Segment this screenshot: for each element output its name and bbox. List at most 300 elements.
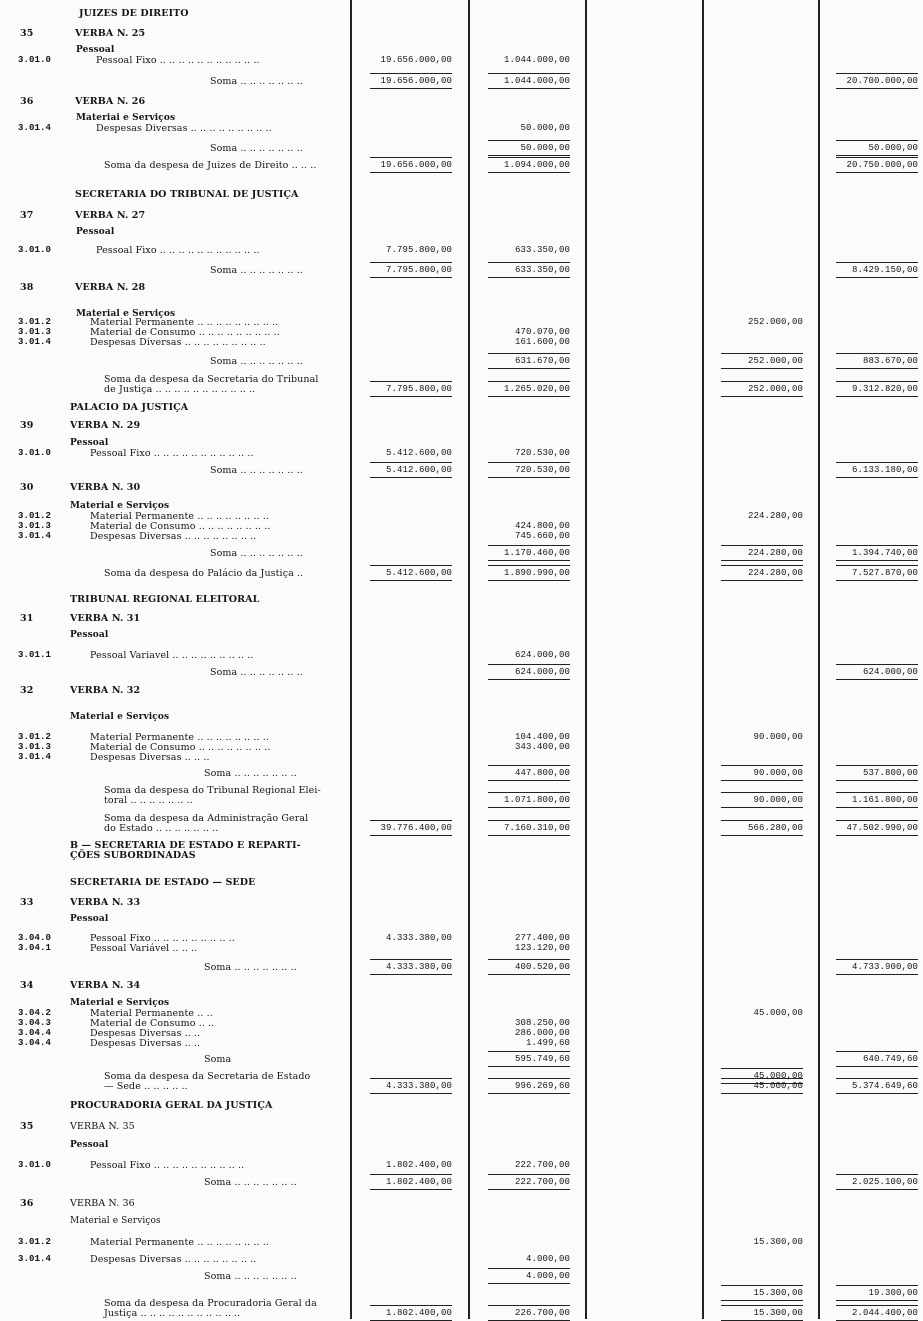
- tre-header: TRIBUNAL REGIONAL ELEITORAL: [70, 594, 260, 605]
- soma-c1: 7.795.800,00: [385, 265, 452, 275]
- account-code: 3.04.4: [18, 1038, 52, 1048]
- verba-29: VERBA N. 29: [70, 420, 141, 431]
- sum-rule: [370, 580, 452, 581]
- sum-rule: [488, 959, 570, 960]
- verba-number: 34: [20, 980, 34, 991]
- mat-serv-label: Material e Serviços: [76, 309, 176, 319]
- soma: Soma .. .. .. .. .. .. ..: [204, 768, 297, 779]
- pessoal-label: Pessoal: [70, 438, 109, 448]
- sum-rule: [836, 792, 918, 793]
- soma-despesa-cont-c5: 9.312.820,00: [851, 384, 918, 394]
- pessoal-variavel-c2: 123.120,00: [514, 943, 570, 953]
- verba-35: VERBA N. 35: [70, 1121, 135, 1132]
- soma-admin-cont-c2: 7.160.310,00: [503, 823, 570, 833]
- desp-diversas: Despesas Diversas .. .. ..: [90, 752, 210, 763]
- sum-rule: [488, 1305, 570, 1306]
- pessoal-fixo-c2: 633.350,00: [514, 245, 570, 255]
- sum-rule: [488, 565, 570, 566]
- sum-rule: [721, 835, 803, 836]
- pessoal-fixo-c1: 1.802.400,00: [385, 1160, 452, 1170]
- soma-despesa-cont-c2: 1.071.800,00: [503, 795, 570, 805]
- pessoal-fixo-c1: 7.795.800,00: [385, 245, 452, 255]
- sum-rule: [721, 565, 803, 566]
- account-code: 3.04.2: [18, 1008, 52, 1018]
- verba-number: 36: [20, 96, 34, 107]
- pessoal-label: Pessoal: [70, 630, 109, 640]
- mat-permanente-c4: 15.300,00: [753, 1237, 803, 1247]
- soma-despesa-cont-c2: 996.269,60: [514, 1081, 570, 1091]
- soma-admin: Soma da despesa da Administração Geral: [104, 813, 309, 824]
- juizes-header: JUIZES DE DIREITO: [79, 8, 189, 19]
- sum-rule: [836, 974, 918, 975]
- account-code: 3.01.0: [18, 448, 52, 458]
- desp-diversas-c2: 745.660,00: [514, 531, 570, 541]
- sum-rule: [488, 560, 570, 561]
- secretaria-header: SECRETARIA DO TRIBUNAL DE JUSTIÇA: [75, 189, 299, 200]
- soma-despesa-cont-c5: 1.161.800,00: [851, 795, 918, 805]
- soma-despesa-cont: — Sede .. .. .. .. ..: [104, 1081, 188, 1092]
- mat-permanente: Material Permanente .. ..: [90, 1008, 213, 1019]
- soma-c4: 90.000,00: [753, 768, 803, 778]
- pessoal-variavel-c2: 624.000,00: [514, 650, 570, 660]
- account-code: 3.04.3: [18, 1018, 52, 1028]
- sum-rule: [721, 368, 803, 369]
- sum-rule: [488, 664, 570, 665]
- soma-admin-cont: do Estado .. .. .. .. .. .. ..: [104, 823, 219, 834]
- soma-despesa-c1: 5.412.600,00: [385, 568, 452, 578]
- sum-rule: [488, 277, 570, 278]
- sum-rule: [721, 807, 803, 808]
- column-rule: [468, 0, 470, 1319]
- pessoal-fixo-c1: 19.656.000,00: [380, 55, 452, 65]
- soma-despesa: Soma da despesa da Secretaria do Tribunal: [104, 374, 319, 385]
- mat-permanente-c4: 90.000,00: [753, 732, 803, 742]
- soma-despesa-cont-c1: 1.802.400,00: [385, 1308, 452, 1318]
- desp-diversas: Despesas Diversas .. .. .. .. .. .. .. .. ..: [90, 337, 266, 348]
- soma-c2: 50.000,00: [520, 143, 570, 153]
- mat-consumo-c2: 424.800,00: [514, 521, 570, 531]
- verba-31: VERBA N. 31: [70, 613, 141, 624]
- soma: Soma .. .. .. .. .. .. ..: [210, 265, 303, 276]
- sum-rule: [488, 1078, 570, 1079]
- pessoal-variavel: Pessoal Variável .. .. ..: [90, 943, 198, 954]
- sum-rule: [836, 664, 918, 665]
- sum-rule: [488, 580, 570, 581]
- soma-despesa: Soma da despesa da Secretaria de Estado: [104, 1071, 311, 1082]
- mat-consumo-c2: 308.250,00: [514, 1018, 570, 1028]
- sum-rule: [488, 155, 570, 156]
- soma-c1: 19.656.000,00: [380, 76, 452, 86]
- sum-rule: [488, 368, 570, 369]
- sum-rule: [836, 396, 918, 397]
- soma: Soma .. .. .. .. .. .. ..: [210, 76, 303, 87]
- soma-c2: 624.000,00: [514, 667, 570, 677]
- sum-rule: [370, 88, 452, 89]
- soma-despesa-cont-c2: 226.700,00: [514, 1308, 570, 1318]
- account-code: 3.01.1: [18, 650, 52, 660]
- mat-permanente-c4: 45.000,00: [753, 1008, 803, 1018]
- sum-rule: [721, 560, 803, 561]
- account-code: 3.01.4: [18, 1254, 52, 1264]
- soma-despesa-c4: 224.280,00: [747, 568, 803, 578]
- soma-c5: 50.000,00: [868, 143, 918, 153]
- account-code: 3.04.0: [18, 933, 52, 943]
- verba-number: 36: [20, 1198, 34, 1209]
- soma-c5: 20.700.000,00: [846, 76, 918, 86]
- sum-rule: [836, 959, 918, 960]
- account-code: 3.01.3: [18, 742, 52, 752]
- mat-consumo-c2: 343.400,00: [514, 742, 570, 752]
- verba-number: 31: [20, 613, 34, 624]
- sum-rule: [836, 1300, 918, 1301]
- soma-despesa: Soma da despesa de Juizes de Direito .. .. ..: [104, 160, 317, 171]
- sum-rule: [370, 1093, 452, 1094]
- desp-diversas-2: Despesas Diversas .. ..: [90, 1038, 201, 1049]
- verba-number: 35: [20, 28, 34, 39]
- soma-c5: 2.025.100,00: [851, 1177, 918, 1187]
- mat-serv-label: Materiai e Serviços: [76, 113, 176, 123]
- sum-rule: [370, 172, 452, 173]
- sum-rule: [721, 1093, 803, 1094]
- pessoal-fixo-c2: 277.400,00: [514, 933, 570, 943]
- soma-despesa-c5: 20.750.000,00: [846, 160, 918, 170]
- sum-rule: [370, 73, 452, 74]
- sum-rule: [488, 172, 570, 173]
- sum-rule: [721, 780, 803, 781]
- verba-36: VERBA N. 36: [70, 1198, 135, 1209]
- sum-rule: [836, 157, 918, 158]
- soma: Soma .. .. .. .. .. .. ..: [210, 465, 303, 476]
- soma-c2: 447.800,00: [514, 768, 570, 778]
- sum-rule: [488, 262, 570, 263]
- account-code: 3.01.4: [18, 123, 52, 133]
- account-code: 3.01.2: [18, 732, 52, 742]
- sum-rule: [488, 73, 570, 74]
- sede-header: SECRETARIA DE ESTADO — SEDE: [70, 877, 256, 888]
- soma-despesa-cont: Justiça .. .. .. .. .. .. .. .. .. .. ..: [104, 1308, 241, 1319]
- desp-diversas: Despesas Diversas .. .. .. .. .. .. .. .. ..: [96, 123, 272, 134]
- sum-rule: [721, 1068, 803, 1069]
- verba-30: VERBA N. 30: [70, 482, 141, 493]
- sum-rule: [836, 1189, 918, 1190]
- pessoal-fixo: Pessoal Fixo .. .. .. .. .. .. .. .. .. .. ..: [90, 448, 254, 459]
- sum-rule: [488, 462, 570, 463]
- account-code: 3.01.4: [18, 752, 52, 762]
- sum-rule: [488, 792, 570, 793]
- desp-diversas-c2: 4.000,00: [525, 1254, 570, 1264]
- sum-rule: [836, 780, 918, 781]
- sum-rule: [836, 1051, 918, 1052]
- verba-34: VERBA N. 34: [70, 980, 141, 991]
- mat-consumo: Material de Consumo .. ..: [90, 1018, 215, 1029]
- verba-number: 37: [20, 210, 34, 221]
- sum-rule: [836, 765, 918, 766]
- soma: Soma .. .. .. .. .. .. ..: [210, 548, 303, 559]
- soma-subtotal-c5: 19.300,00: [868, 1288, 918, 1298]
- sum-rule: [721, 545, 803, 546]
- soma-c2: 720.530,00: [514, 465, 570, 475]
- mat-permanente: Material Permanente .. .. .. .. .. .. .. ..: [90, 732, 270, 743]
- sum-rule: [370, 1078, 452, 1079]
- sum-rule: [370, 262, 452, 263]
- pessoal-fixo-c2: 1.044.000,00: [503, 55, 570, 65]
- sum-rule: [370, 820, 452, 821]
- pessoal-label: Pessoal: [70, 914, 109, 924]
- sum-rule: [721, 580, 803, 581]
- soma-c2: 595.749,60: [514, 1054, 570, 1064]
- soma-c2: 400.520,00: [514, 962, 570, 972]
- sum-rule: [488, 1189, 570, 1190]
- pessoal-fixo-c1: 4.333.380,00: [385, 933, 452, 943]
- soma-c5: 4.733.900,00: [851, 962, 918, 972]
- sum-rule: [370, 396, 452, 397]
- soma: Soma .. .. .. .. .. .. ..: [204, 962, 297, 973]
- soma-despesa-cont-c5: 2.044.400,00: [851, 1308, 918, 1318]
- verba-number: 38: [20, 282, 34, 293]
- account-code: 3.01.3: [18, 521, 52, 531]
- soma-despesa-c2: 1.890.990,00: [503, 568, 570, 578]
- soma-despesa: Soma da despesa do Tribunal Regional Elei-: [104, 785, 321, 796]
- mat-consumo-c2: 470.070,00: [514, 327, 570, 337]
- sum-rule: [370, 381, 452, 382]
- sum-rule: [836, 1285, 918, 1286]
- desp-diversas-c2: 286.000,00: [514, 1028, 570, 1038]
- sum-rule: [488, 820, 570, 821]
- sum-rule: [488, 765, 570, 766]
- soma-c5: 883.670,00: [862, 356, 918, 366]
- soma-despesa-cont-c4: 15.300,00: [753, 1308, 803, 1318]
- sum-rule: [836, 368, 918, 369]
- soma-despesa: Soma da despesa do Palácio da Justiça ..: [104, 568, 304, 579]
- sum-rule: [836, 565, 918, 566]
- sum-rule: [488, 1283, 570, 1284]
- sum-rule: [721, 1300, 803, 1301]
- account-code: 3.04.1: [18, 943, 52, 953]
- column-rule: [350, 0, 352, 1319]
- soma: Soma .. .. .. .. .. .. ..: [204, 1177, 297, 1188]
- soma: Soma .. .. .. .. .. .. ..: [210, 143, 303, 154]
- account-code: 3.01.2: [18, 317, 52, 327]
- sum-rule: [836, 73, 918, 74]
- mat-serv-label: Material e Serviços: [70, 501, 170, 511]
- soma-despesa-cont-c5: 5.374.649,60: [851, 1081, 918, 1091]
- sum-rule: [721, 381, 803, 382]
- sum-rule: [370, 835, 452, 836]
- sum-rule: [836, 1078, 918, 1079]
- soma-despesa-cont-c4: 90.000,00: [753, 795, 803, 805]
- sum-rule: [721, 1078, 803, 1079]
- soma-despesa-cont-c2: 1.265.020,00: [503, 384, 570, 394]
- sum-rule: [721, 396, 803, 397]
- sum-rule: [836, 88, 918, 89]
- soma-c2: 633.350,00: [514, 265, 570, 275]
- verba-27: VERBA N. 27: [75, 210, 146, 221]
- sum-rule: [836, 262, 918, 263]
- column-rule: [818, 0, 820, 1319]
- soma-subtotal-c4: 15.300,00: [753, 1288, 803, 1298]
- sum-rule: [370, 959, 452, 960]
- pessoal-fixo: Pessoal Fixo .. .. .. .. .. .. .. .. .. .. ..: [96, 245, 260, 256]
- verba-number: 35: [20, 1121, 34, 1132]
- soma-c2: 222.700,00: [514, 1177, 570, 1187]
- sum-rule: [370, 1305, 452, 1306]
- sum-rule: [836, 679, 918, 680]
- soma-despesa-c1: 19.656.000,00: [380, 160, 452, 170]
- sum-rule: [836, 353, 918, 354]
- pessoal-variavel: Pessoal Variavel .. .. .. .. .. .. .. .. ..: [90, 650, 254, 661]
- soma-c2: 631.670,00: [514, 356, 570, 366]
- sum-rule: [488, 477, 570, 478]
- secao-b-cont: ÇÕES SUBORDINADAS: [70, 850, 196, 861]
- mat-permanente-c4: 252.000,00: [747, 317, 803, 327]
- soma-despesa-cont-c1: 4.333.380,00: [385, 1081, 452, 1091]
- sum-rule: [488, 974, 570, 975]
- pessoal-fixo-c1: 5.412.600,00: [385, 448, 452, 458]
- soma: Soma .. .. .. .. .. .. ..: [210, 667, 303, 678]
- soma: Soma .. .. .. .. .. .. ..: [204, 1271, 297, 1282]
- account-code: 3.01.2: [18, 511, 52, 521]
- soma-despesa-cont-c4: 45.000,00: [753, 1081, 803, 1091]
- sum-rule: [836, 1305, 918, 1306]
- procuradoria-header: PROCURADORIA GERAL DA JUSTIÇA: [70, 1100, 273, 1111]
- soma-despesa-cont-c1: 7.795.800,00: [385, 384, 452, 394]
- soma-despesa: Soma da despesa da Procuradoria Geral da: [104, 1298, 317, 1309]
- mat-consumo: Material de Consumo .. .. .. .. .. .. .. ..: [90, 521, 271, 532]
- sum-rule: [721, 353, 803, 354]
- mat-serv-label: Material e Serviços: [70, 712, 170, 722]
- soma-c4: 224.280,00: [747, 548, 803, 558]
- mat-permanente: Material Permanente .. .. .. .. .. .. .. ..: [90, 511, 270, 522]
- sum-rule: [488, 835, 570, 836]
- verba-number: 33: [20, 897, 34, 908]
- sum-rule: [836, 835, 918, 836]
- soma-despesa-c5: 7.527.870,00: [851, 568, 918, 578]
- account-code: 3.01.4: [18, 337, 52, 347]
- sum-rule: [488, 679, 570, 680]
- sum-rule: [721, 1285, 803, 1286]
- verba-number: 32: [20, 685, 34, 696]
- sum-rule: [721, 820, 803, 821]
- pessoal-fixo: Pessoal Fixo .. .. .. .. .. .. .. .. .. ..: [90, 1160, 245, 1171]
- mat-consumo: Material de Consumo .. .. .. .. .. .. .. .. ..: [90, 327, 280, 338]
- sum-rule: [488, 157, 570, 158]
- column-rule: [702, 0, 704, 1319]
- desp-diversas-2-c2: 1.499,60: [525, 1038, 570, 1048]
- account-code: 3.01.4: [18, 531, 52, 541]
- sum-rule: [836, 381, 918, 382]
- verba-33: VERBA N. 33: [70, 897, 141, 908]
- sum-rule: [370, 565, 452, 566]
- sum-rule: [370, 1189, 452, 1190]
- sum-rule: [488, 88, 570, 89]
- soma-c1: 5.412.600,00: [385, 465, 452, 475]
- soma-c5: 6.133.180,00: [851, 465, 918, 475]
- sum-rule: [836, 820, 918, 821]
- sum-rule: [488, 381, 570, 382]
- sum-rule: [488, 1093, 570, 1094]
- verba-number: 30: [20, 482, 34, 493]
- sum-rule: [370, 477, 452, 478]
- sum-rule: [836, 545, 918, 546]
- verba-32: VERBA N. 32: [70, 685, 141, 696]
- soma-admin-cont-c1: 39.776.400,00: [380, 823, 452, 833]
- verba-25: VERBA N. 25: [75, 28, 146, 39]
- desp-diversas: Despesas Diversas .. .. .. .. .. .. .. ..: [90, 1254, 257, 1265]
- sum-rule: [488, 807, 570, 808]
- mat-serv-label: Material e Serviços: [70, 1216, 161, 1226]
- sum-rule: [836, 155, 918, 156]
- sum-rule: [836, 277, 918, 278]
- soma-despesa-c4: 45.000,00: [753, 1071, 803, 1081]
- soma-c5: 624.000,00: [862, 667, 918, 677]
- verba-26: VERBA N. 26: [75, 96, 146, 107]
- mat-permanente: Material Permanente .. .. .. .. .. .. .. ..: [90, 1237, 270, 1248]
- pessoal-fixo: Pessoal Fixo .. .. .. .. .. .. .. .. ..: [90, 933, 235, 944]
- pessoal-fixo: Pessoal Fixo .. .. .. .. .. .. .. .. .. .. ..: [96, 55, 260, 66]
- soma-c5: 1.394.740,00: [851, 548, 918, 558]
- sum-rule: [488, 1051, 570, 1052]
- mat-permanente-c2: 104.400,00: [514, 732, 570, 742]
- sum-rule: [370, 157, 452, 158]
- secao-b: B — SECRETARIA DE ESTADO E REPARTI-: [70, 840, 301, 851]
- mat-permanente: Material Permanente .. .. .. .. .. .. .. .. ..: [90, 317, 279, 328]
- soma-c5: 640.749,60: [862, 1054, 918, 1064]
- sum-rule: [721, 765, 803, 766]
- soma: Soma .. .. .. .. .. .. ..: [210, 356, 303, 367]
- pessoal-fixo-c2: 222.700,00: [514, 1160, 570, 1170]
- sum-rule: [836, 140, 918, 141]
- account-code: 3.01.0: [18, 1160, 52, 1170]
- desp-diversas-c2: 50.000,00: [520, 123, 570, 133]
- soma-admin-cont-c5: 47.502.990,00: [846, 823, 918, 833]
- desp-diversas: Despesas Diversas .. .. .. .. .. .. .. ..: [90, 531, 257, 542]
- account-code: 3.01.0: [18, 245, 52, 255]
- pessoal-label: Pessoal: [70, 1140, 109, 1150]
- sum-rule: [488, 1066, 570, 1067]
- verba-28: VERBA N. 28: [75, 282, 146, 293]
- sum-rule: [370, 974, 452, 975]
- sum-rule: [488, 1268, 570, 1269]
- soma-c5: 8.429.150,00: [851, 265, 918, 275]
- pessoal-label: Pessoal: [76, 227, 115, 237]
- sum-rule: [488, 140, 570, 141]
- sum-rule: [836, 807, 918, 808]
- sum-rule: [836, 1174, 918, 1175]
- sum-rule: [836, 1093, 918, 1094]
- account-code: 3.01.3: [18, 327, 52, 337]
- sum-rule: [836, 477, 918, 478]
- soma-despesa-cont: de Justiça .. .. .. .. .. .. .. .. .. .. ..: [104, 384, 256, 395]
- pessoal-fixo-c2: 720.530,00: [514, 448, 570, 458]
- desp-diversas-c2: 161.600,00: [514, 337, 570, 347]
- sum-rule: [721, 1305, 803, 1306]
- soma-c1: 4.333.380,00: [385, 962, 452, 972]
- pessoal-label: Pessoal: [76, 45, 115, 55]
- account-code: 3.01.2: [18, 1237, 52, 1247]
- mat-serv-label: Material e Serviços: [70, 998, 170, 1008]
- sum-rule: [488, 1174, 570, 1175]
- sum-rule: [488, 396, 570, 397]
- sum-rule: [836, 462, 918, 463]
- soma-despesa-c2: 1.094.000,00: [503, 160, 570, 170]
- sum-rule: [370, 462, 452, 463]
- verba-number: 39: [20, 420, 34, 431]
- account-code: 3.01.0: [18, 55, 52, 65]
- sum-rule: [370, 277, 452, 278]
- mat-consumo: Material de Consumo .. .. .. .. .. .. .. ..: [90, 742, 271, 753]
- sum-rule: [836, 172, 918, 173]
- sum-rule: [370, 1174, 452, 1175]
